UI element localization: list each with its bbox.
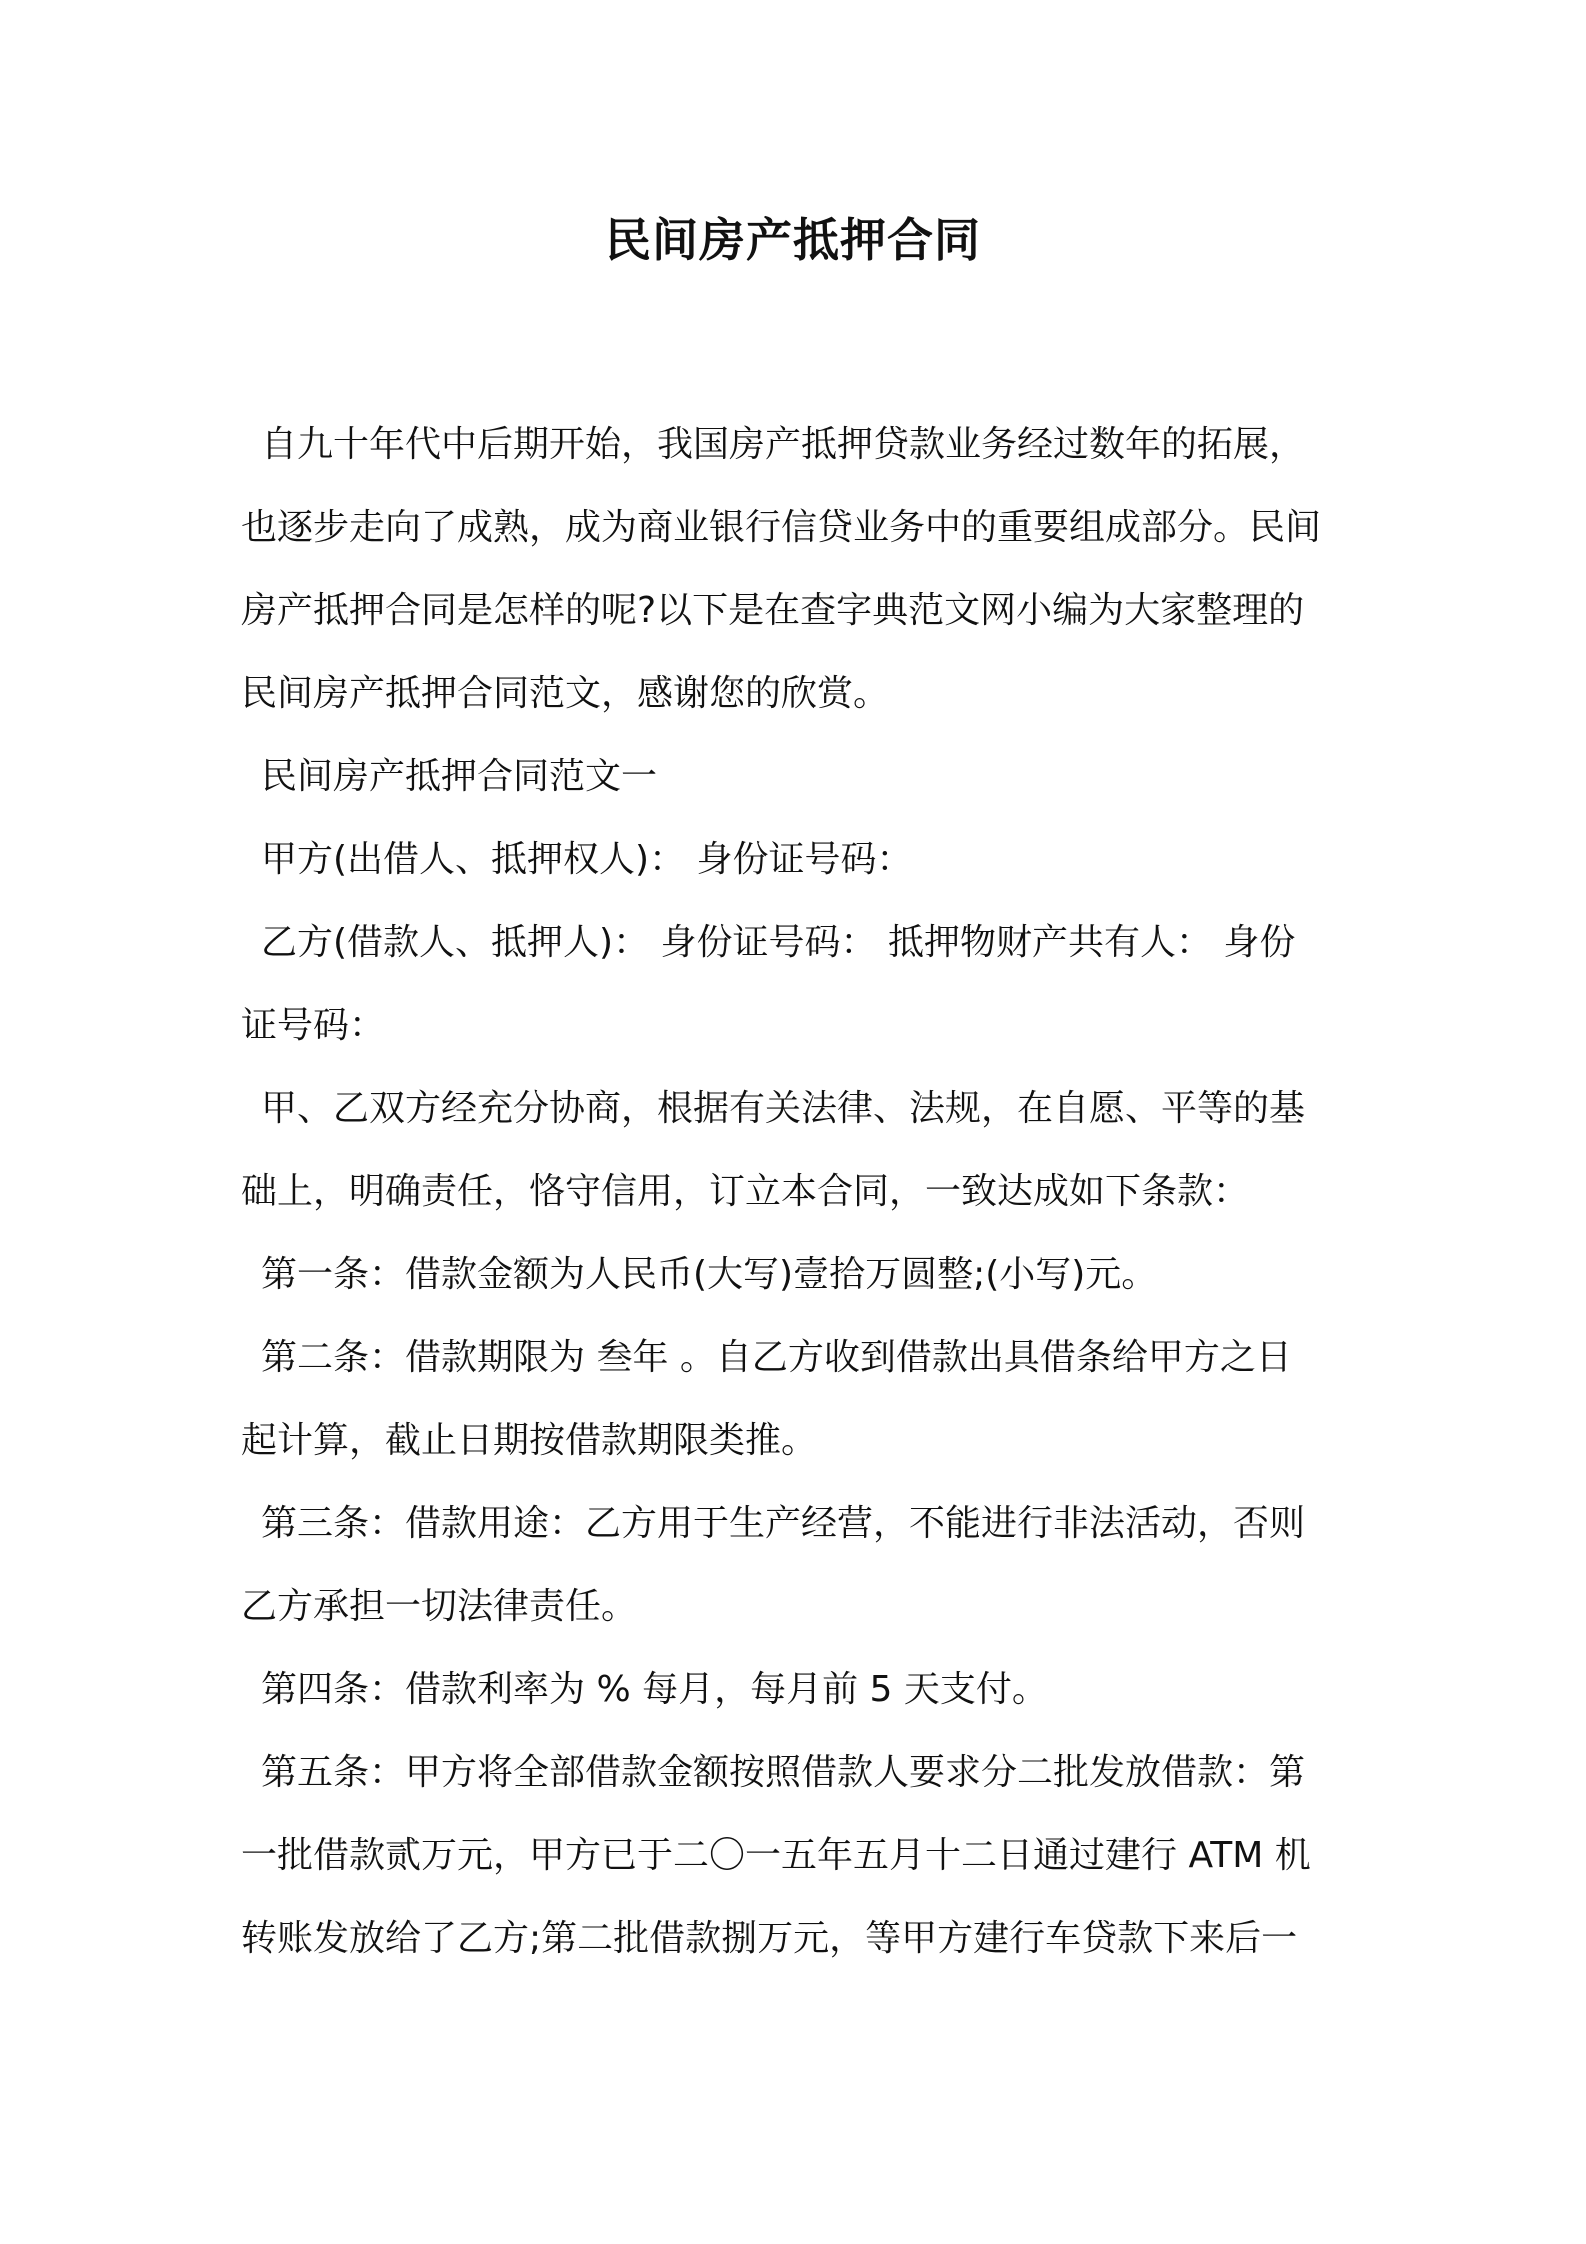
document-title: 民间房产抵押合同 — [605, 213, 981, 267]
paragraph-line: 础上，明确责任，恪守信用，订立本合同，一致达成如下条款： — [241, 1171, 1250, 1212]
clause-3-cont: 乙方承担一切法律责任。 — [241, 1586, 638, 1627]
clause-5-cont: 一批借款贰万元，甲方已于二〇一五年五月十二日通过建行 ATM 机 — [241, 1835, 1311, 1876]
clause-1: 第一条：借款金额为人民币(大写)壹拾万圆整;(小写)元。 — [261, 1254, 1158, 1295]
clause-5: 第五条：甲方将全部借款金额按照借款人要求分二批发放借款：第 — [261, 1752, 1306, 1793]
document-body — [241, 403, 1353, 1980]
paragraph-line: 甲、乙双方经充分协商，根据有关法律、法规，在自愿、平等的基 — [261, 1088, 1306, 1129]
section-heading: 民间房产抵押合同范文一 — [261, 756, 658, 797]
paragraph-line: 自九十年代中后期开始，我国房产抵押贷款业务经过数年的拓展， — [261, 424, 1306, 465]
paragraph-line: 房产抵押合同是怎样的呢?以下是在查字典范文网小编为大家整理的 — [241, 590, 1305, 631]
party-b-line-cont: 证号码： — [241, 1005, 386, 1046]
paragraph-line: 也逐步走向了成熟，成为商业银行信贷业务中的重要组成部分。民间 — [241, 507, 1322, 548]
clause-3: 第三条：借款用途：乙方用于生产经营，不能进行非法活动，否则 — [261, 1503, 1306, 1544]
paragraph-line: 民间房产抵押合同范文，感谢您的欣赏。 — [241, 673, 890, 714]
party-a-line: 甲方(出借人、抵押权人)： 身份证号码： — [261, 839, 913, 880]
clause-5-cont: 转账发放给了乙方;第二批借款捌万元，等甲方建行车贷款下来后一 — [241, 1918, 1298, 1959]
party-b-line: 乙方(借款人、抵押人)： 身份证号码： 抵押物财产共有人： 身份 — [261, 922, 1296, 963]
clause-2: 第二条：借款期限为 叁年 。自乙方收到借款出具借条给甲方之日 — [261, 1337, 1292, 1378]
clause-4: 第四条：借款利率为 % 每月，每月前 5 天支付。 — [261, 1669, 1048, 1710]
clause-2-cont: 起计算，截止日期按借款期限类推。 — [241, 1420, 818, 1461]
